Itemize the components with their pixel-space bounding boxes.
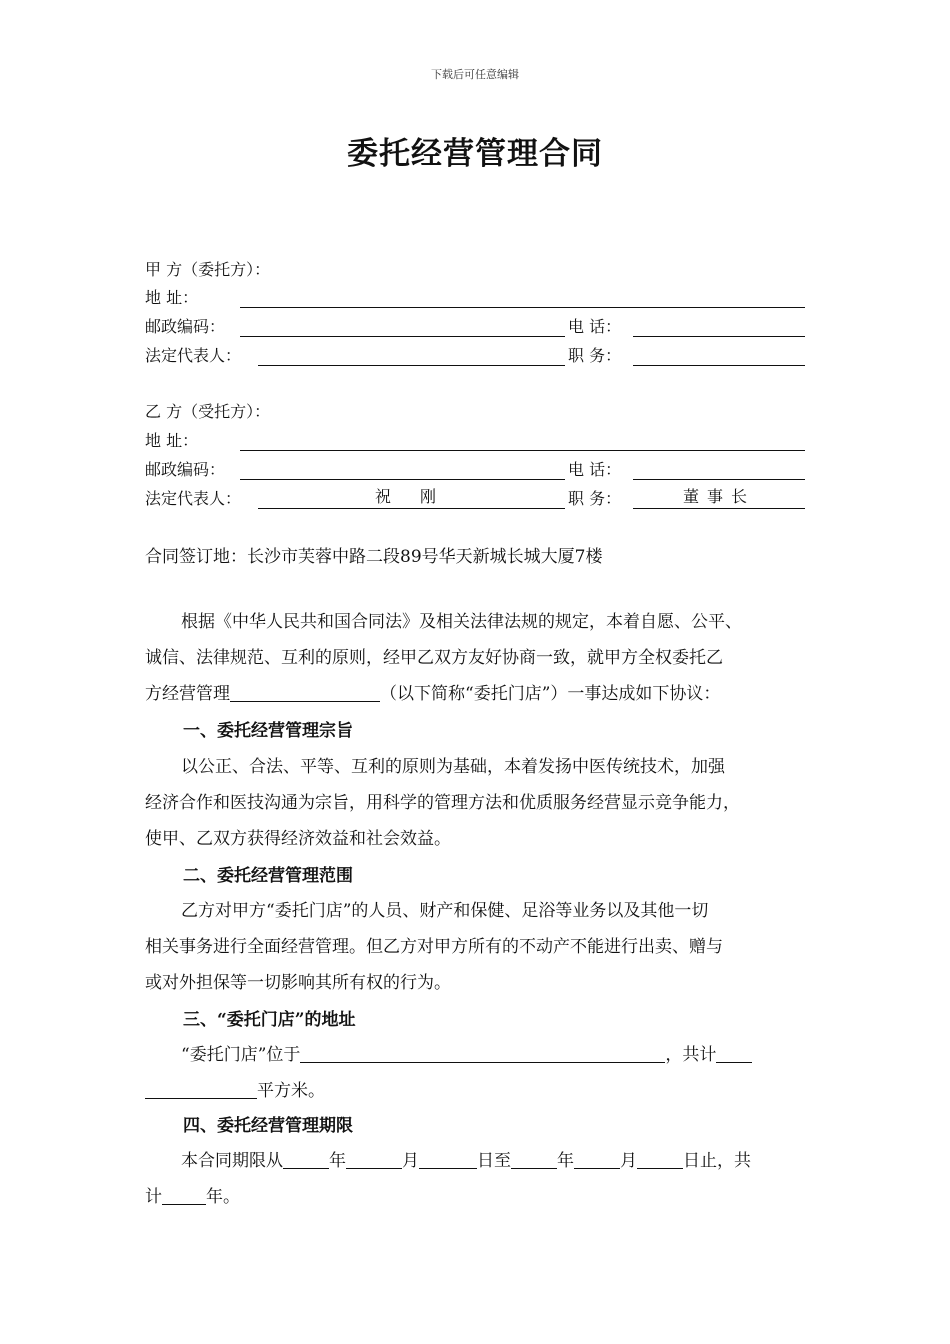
years-label: 年。 [206,1187,240,1207]
section-4-body [145,1143,810,1215]
party-b-heading: 乙 方（受托方）： [145,402,271,421]
party-b-rep-label: 法定代表人： [145,489,242,508]
end-month-label: 月 [620,1151,637,1171]
header-note: 下载后可任意编辑 [431,68,519,81]
section-1-title: 一、委托经营管理宗旨 [183,721,353,741]
signing-place: 合同签订地：长沙市芙蓉中路二段89号华天新城长城大厦7楼 [145,547,603,567]
store-address-blank[interactable] [300,1044,665,1063]
start-year-blank[interactable] [283,1150,329,1169]
area-blank-part-2[interactable] [145,1080,257,1099]
party-b-address-field[interactable] [240,428,805,451]
party-a-address-label: 地 址： [145,288,199,307]
month-label: 月 [402,1151,419,1171]
section-2-line-3: 或对外担保等一切影响其所有权的行为。 [145,973,451,993]
section-3-line-1 [145,1037,810,1073]
total-years-blank[interactable] [162,1186,206,1205]
section-1-line-1: 以公正、合法、平等、互利的原则为基础，本着发扬中医传统技术，加强 [181,757,725,777]
party-b-position-label: 职 务： [568,489,622,508]
party-b-position-field[interactable]: 董事长 [633,486,805,509]
section-4-title: 四、委托经营管理期限 [183,1116,353,1136]
term-end-label: 日止，共 [683,1151,751,1171]
section-3-prefix: “委托门店”位于 [181,1045,301,1065]
party-a-position-label: 职 务： [568,346,622,365]
section-3-body [145,1037,810,1109]
intro-line-1: 根据《中华人民共和国合同法》及相关法律法规的规定，本着自愿、公平、 [181,612,742,632]
store-name-blank[interactable] [230,683,380,702]
party-a-position-field[interactable] [633,343,805,366]
party-b-phone-label: 电 话： [568,460,622,479]
section-2-body [145,893,810,1001]
section-2-line-1: 乙方对甲方“委托门店”的人员、财产和保健、足浴等业务以及其他一切 [181,901,709,921]
section-3-unit: 平方米。 [257,1081,325,1101]
party-b-postcode-label: 邮政编码： [145,460,226,479]
intro-line-2: 诚信、法律规范、互利的原则，经甲乙双方友好协商一致，就甲方全权委托乙 [145,648,723,668]
section-4-line-2 [145,1179,810,1215]
party-a-rep-label: 法定代表人： [145,346,242,365]
year-label: 年 [329,1151,346,1171]
day-to-label: 日至 [477,1151,511,1171]
end-year-blank[interactable] [511,1150,557,1169]
section-4-line-1 [145,1143,810,1179]
section-1-body [145,749,810,857]
party-b-phone-field[interactable] [633,457,805,480]
term-prefix: 本合同期限从 [181,1151,283,1171]
section-1-line-2: 经济合作和医技沟通为宗旨，用科学的管理方法和优质服务经营显示竞争能力， [145,793,740,813]
party-b-address-label: 地 址： [145,431,199,450]
start-month-blank[interactable] [346,1150,402,1169]
party-a-postcode-field[interactable] [240,314,565,337]
party-a-heading: 甲 方（委托方）： [145,260,271,279]
party-a-rep-field[interactable] [258,343,565,366]
end-year-label: 年 [557,1151,574,1171]
section-2-title: 二、委托经营管理范围 [183,866,353,886]
end-day-blank[interactable] [637,1150,683,1169]
party-a-postcode-label: 邮政编码： [145,317,226,336]
end-month-blank[interactable] [574,1150,620,1169]
area-blank-part-1[interactable] [716,1044,752,1063]
section-3-line-2 [145,1073,810,1109]
section-2-line-2: 相关事务进行全面经营管理。但乙方对甲方所有的不动产不能进行出卖、赠与 [145,937,723,957]
section-3-total: ，共计 [665,1045,717,1065]
party-a-address-field[interactable] [240,285,805,308]
intro-paragraph [145,604,810,712]
party-a-phone-label: 电 话： [568,317,622,336]
party-a-phone-field[interactable] [633,314,805,337]
start-day-blank[interactable] [419,1150,477,1169]
intro-line-3a: 方经营管理 [145,684,230,704]
section-3-title: 三、“委托门店”的地址 [183,1010,356,1030]
section-1-line-3: 使甲、乙双方获得经济效益和社会效益。 [145,829,451,849]
total-label: 计 [145,1187,162,1207]
page-title: 委托经营管理合同 [347,136,603,172]
party-b-postcode-field[interactable] [240,457,565,480]
intro-line-3b: （以下简称“委托门店”）一事达成如下协议： [380,684,721,704]
party-b-rep-field[interactable]: 祝 刚 [258,486,565,509]
intro-line-3 [145,676,810,712]
